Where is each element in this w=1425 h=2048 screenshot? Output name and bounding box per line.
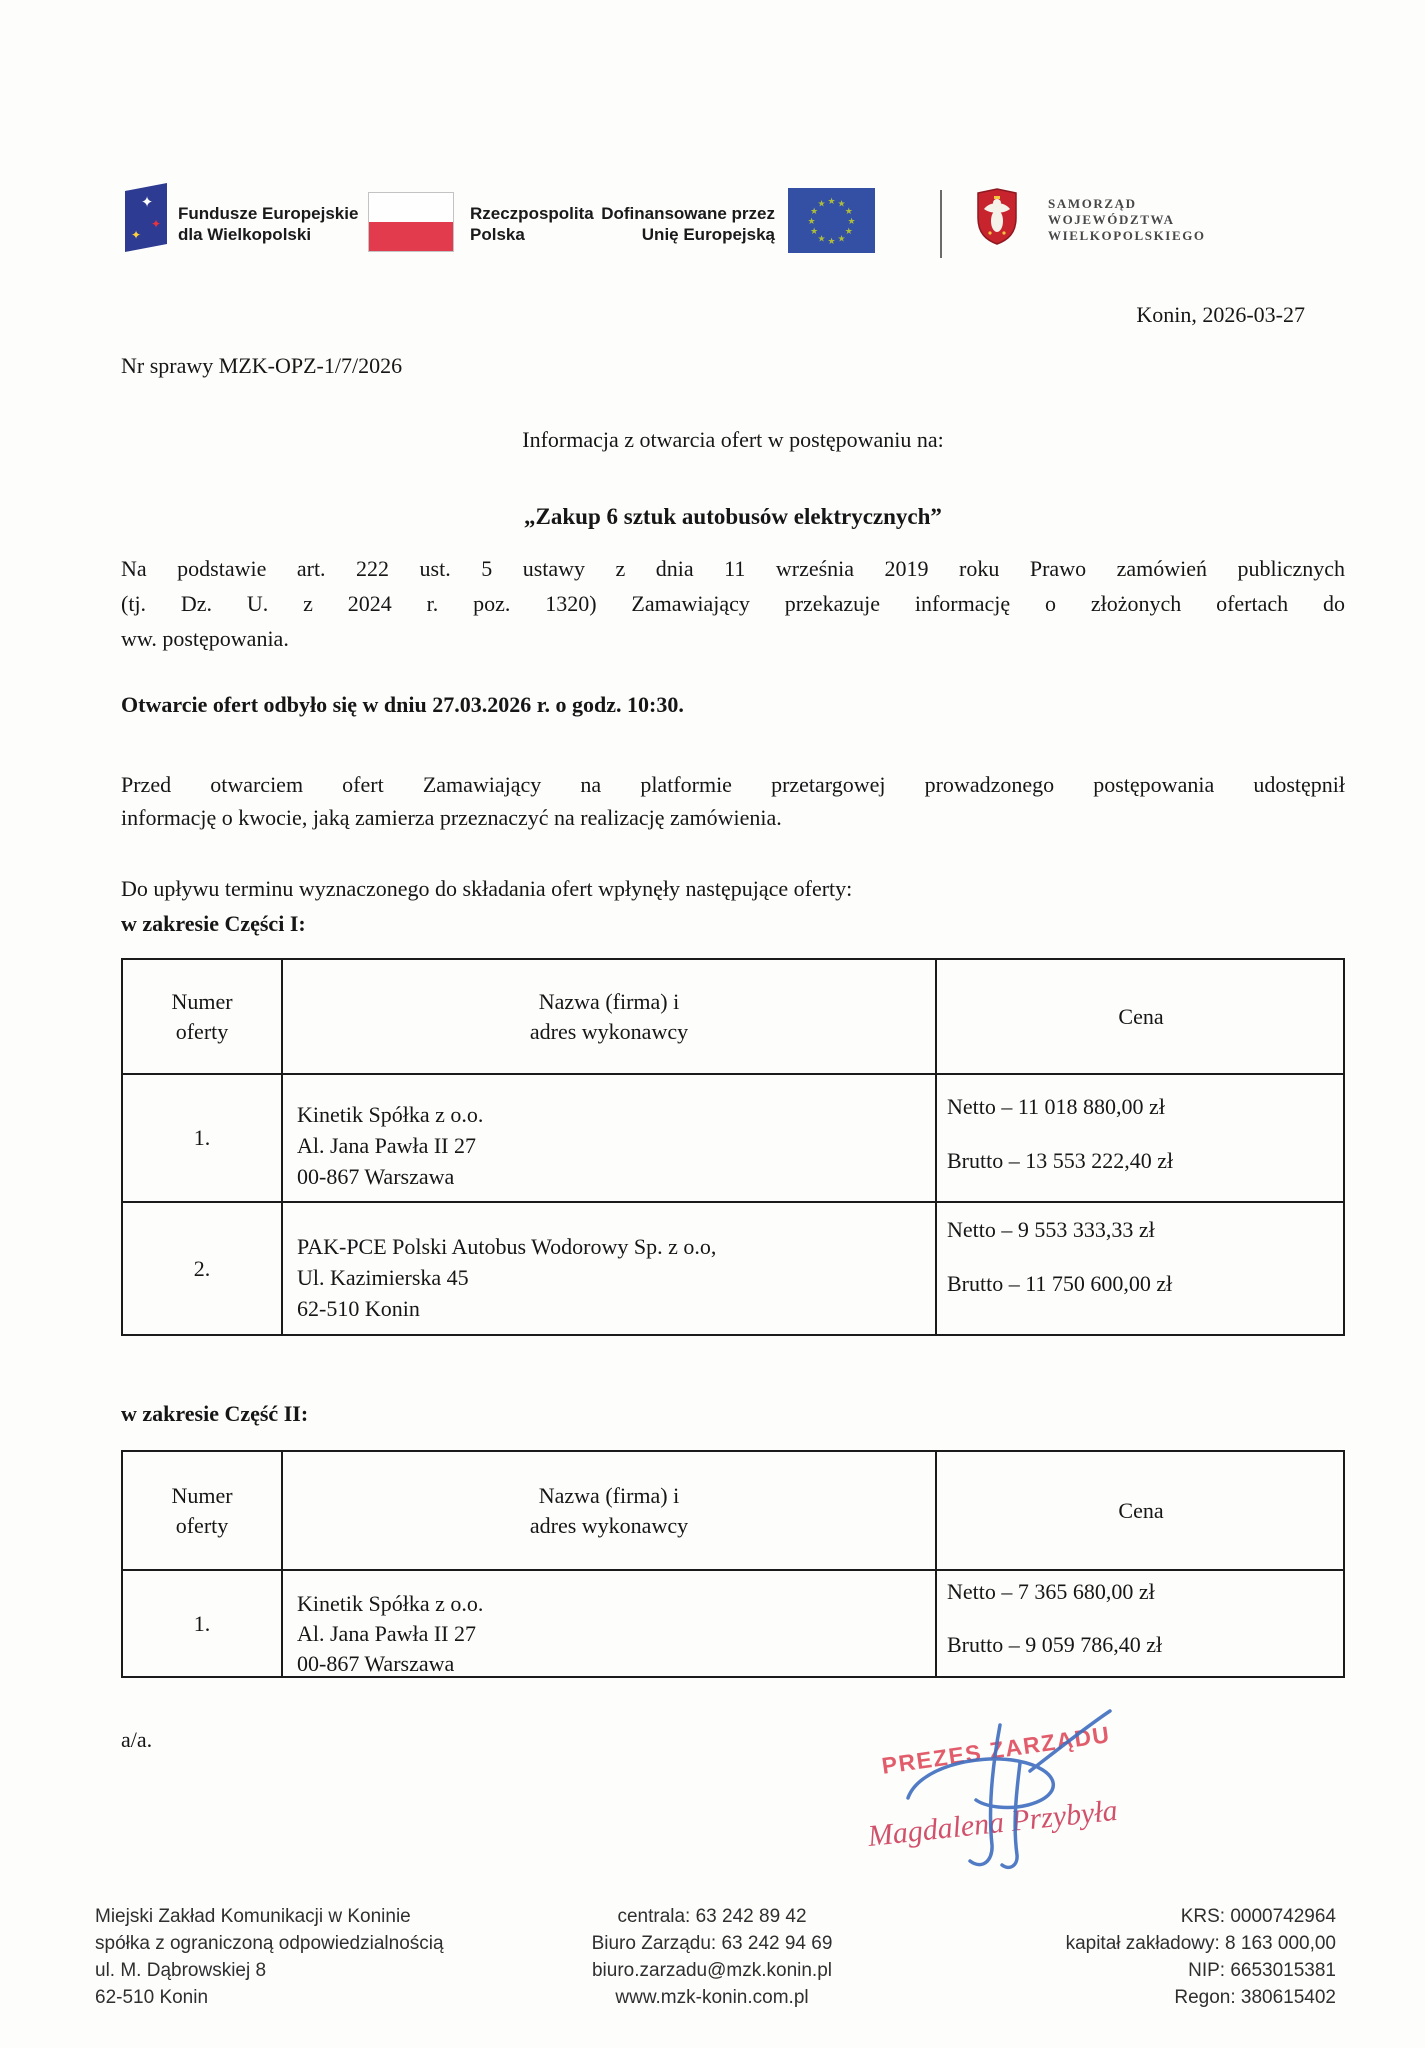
t2-row1-name: Kinetik Spółka z o.o. — [297, 1591, 484, 1616]
footer-website: www.mzk-konin.com.pl — [615, 1987, 809, 2008]
poland-flag-icon — [368, 192, 454, 252]
t2-row1-address1: Al. Jana Pawła II 27 — [297, 1621, 477, 1646]
paragraph1-line3: ww. postępowania. — [121, 626, 289, 651]
t2-row1-brutto: Brutto – 9 059 786,40 zł — [947, 1632, 1163, 1657]
footer-company-name: Miejski Zakład Komunikacji w Koninie — [95, 1906, 411, 1927]
t1-row2-name: PAK-PCE Polski Autobus Wodorowy Sp. z o.o, — [297, 1234, 717, 1259]
t2-header-number — [123, 1452, 283, 1571]
t1-header-price — [937, 960, 1345, 1075]
svg-text:✦: ✦ — [150, 217, 162, 231]
eu-funds-logo-text — [178, 203, 358, 245]
footer-company-city: 62-510 Konin — [95, 1987, 209, 2008]
eu-funds-line2: dla Wielkopolski — [178, 225, 312, 244]
eu-funding-text — [600, 203, 775, 245]
t2-header-price-label: Cena — [1118, 1497, 1164, 1523]
footer-company-street: ul. M. Dąbrowskiej 8 — [95, 1960, 267, 1981]
t1-header-number-line2: oferty — [175, 1018, 229, 1044]
rzeczpospolita-line2: Polska — [470, 225, 525, 244]
procurement-title: „Zakup 6 sztuk autobusów elektrycznych” — [524, 504, 942, 529]
t1-row2-brutto: Brutto – 11 750 600,00 zł — [947, 1271, 1173, 1296]
t2-row1-contractor — [283, 1571, 937, 1676]
part1-label: w zakresie Części I: — [121, 911, 306, 936]
t1-row2-price — [937, 1203, 1345, 1334]
svg-text:★: ★ — [837, 198, 846, 209]
samorzad-line2: WOJEWÓDZTWA — [1048, 212, 1175, 227]
poland-flag-white-band — [369, 193, 453, 222]
poland-flag-red-band — [369, 222, 453, 251]
t1-row1-address2: 00-867 Warszawa — [297, 1164, 455, 1189]
rzeczpospolita-logo-text — [470, 203, 594, 245]
place-date: Konin, 2026-03-27 — [1136, 302, 1305, 327]
svg-text:★: ★ — [810, 226, 819, 236]
footer-krs: KRS: 0000742964 — [1180, 1906, 1336, 1927]
t1-row1-address1: Al. Jana Pawła II 27 — [297, 1133, 477, 1158]
svg-text:★: ★ — [817, 198, 826, 209]
svg-text:★: ★ — [844, 206, 853, 216]
t2-header-number-line1: Numer — [171, 1482, 233, 1508]
paragraph2-line1: Przed otwarciem ofert Zamawiający na platformie przetargowej prowadzonego postępowania udostępnił — [121, 772, 1345, 797]
offers-table-part1 — [121, 958, 1345, 1336]
eu-flag-icon — [788, 188, 875, 253]
stamp-title: PREZES ZARZĄDU — [880, 1721, 1113, 1779]
t2-header-name — [283, 1452, 937, 1571]
paragraph1-line2: (tj. Dz. U. z 2024 r. poz. 1320) Zamawiający przekazuje informację o złożonych ofertach do — [121, 591, 1345, 616]
t1-header-number-line1: Numer — [171, 988, 233, 1014]
footer-email: biuro.zarzadu@mzk.konin.pl — [591, 1960, 832, 1981]
eu-funds-line1: Fundusze Europejskie — [178, 204, 359, 223]
t1-row2-contractor — [283, 1203, 937, 1334]
legal-basis-paragraph — [121, 551, 1345, 656]
footer-company-form: spółka z ograniczoną odpowiedzialnością — [95, 1933, 444, 1954]
footer-regon: Regon: 380615402 — [1174, 1987, 1336, 2008]
case-number: Nr sprawy MZK-OPZ-1/7/2026 — [121, 353, 403, 378]
opening-statement: Otwarcie ofert odbyło się w dniu 27.03.2026 r. o godz. 10:30. — [121, 692, 684, 717]
t1-header-price-label: Cena — [1118, 1003, 1164, 1029]
signer-name: Magdalena Przybyła — [866, 1793, 1120, 1853]
samorzad-line3: WIELKOPOLSKIEGO — [1048, 228, 1206, 243]
t2-row1-address2: 00-867 Warszawa — [297, 1651, 455, 1676]
svg-text:✦: ✦ — [130, 228, 142, 242]
svg-text:★: ★ — [807, 216, 816, 226]
t1-row2-netto: Netto – 9 553 333,33 zł — [947, 1217, 1155, 1242]
offers-intro: Do upływu terminu wyznaczonego do składania ofert wpłynęły następujące oferty: — [121, 876, 853, 901]
footer-nip: NIP: 6653015381 — [1188, 1960, 1336, 1981]
budget-info-paragraph — [121, 768, 1345, 834]
svg-text:★: ★ — [837, 233, 846, 244]
t1-row1-contractor — [283, 1075, 937, 1203]
svg-text:✦: ✦ — [140, 195, 154, 211]
t1-header-name — [283, 960, 937, 1075]
svg-text:★: ★ — [810, 206, 819, 216]
t2-row1-netto: Netto – 7 365 680,00 zł — [947, 1579, 1155, 1604]
footer-phone-office: Biuro Zarządu: 63 242 94 69 — [591, 1933, 833, 1954]
part2-label: w zakresie Część II: — [121, 1401, 309, 1426]
t1-row1-brutto: Brutto – 13 553 222,40 zł — [947, 1148, 1174, 1173]
svg-text:★: ★ — [817, 233, 826, 244]
wielkopolska-crest-icon — [976, 188, 1018, 245]
eu-funding-line2: Unię Europejską — [641, 225, 775, 244]
footer-company-block — [95, 1903, 455, 2011]
t2-header-name-line2: adres wykonawcy — [529, 1512, 689, 1538]
t2-header-name-line1: Nazwa (firma) i — [538, 1482, 680, 1508]
t1-row1-number: 1. — [123, 1075, 283, 1203]
samorzad-text — [1048, 196, 1206, 244]
t1-row2-address1: Ul. Kazimierska 45 — [297, 1265, 469, 1290]
t1-row1-price — [937, 1075, 1345, 1203]
svg-text:★: ★ — [847, 216, 856, 226]
samorzad-line1: SAMORZĄD — [1048, 196, 1137, 211]
t2-row1-number: 1. — [123, 1571, 283, 1676]
t1-row1-netto: Netto – 11 018 880,00 zł — [947, 1094, 1165, 1119]
t1-row2-address2: 62-510 Konin — [297, 1296, 420, 1321]
offers-table-part2 — [121, 1450, 1345, 1678]
t1-header-number — [123, 960, 283, 1075]
t1-row2-number: 2. — [123, 1203, 283, 1334]
footer-registry-block — [960, 1903, 1336, 2011]
footer-capital: kapitał zakładowy: 8 163 000,00 — [1065, 1933, 1336, 1954]
t2-header-number-line2: oferty — [175, 1512, 229, 1538]
svg-text:★: ★ — [827, 196, 836, 206]
paragraph1-line1: Na podstawie art. 222 ust. 5 ustawy z dnia 11 września 2019 roku Prawo zamówień publicznych — [121, 556, 1345, 581]
svg-text:★: ★ — [827, 236, 836, 246]
t2-header-price — [937, 1452, 1345, 1571]
filing-note: a/a. — [121, 1727, 153, 1752]
svg-text:★: ★ — [844, 226, 853, 236]
t2-row1-price — [937, 1571, 1345, 1676]
intro-heading: Informacja z otwarcia ofert w postępowaniu na: — [522, 427, 944, 452]
t1-header-name-line2: adres wykonawcy — [529, 1018, 689, 1044]
eu-funds-flag-icon — [123, 182, 169, 252]
t1-header-name-line1: Nazwa (firma) i — [538, 988, 680, 1014]
paragraph2-line2: informację o kwocie, jaką zamierza przeznaczyć na realizację zamówienia. — [121, 805, 782, 830]
handwritten-signature-icon — [878, 1703, 1138, 1878]
footer-phone-central: centrala: 63 242 89 42 — [617, 1906, 807, 1927]
header-separator — [940, 190, 942, 258]
footer-contact-block — [440, 1903, 984, 2011]
t1-row1-name: Kinetik Spółka z o.o. — [297, 1102, 484, 1127]
rzeczpospolita-line1: Rzeczpospolita — [470, 204, 594, 223]
eu-funding-line1: Dofinansowane przez — [601, 204, 775, 223]
